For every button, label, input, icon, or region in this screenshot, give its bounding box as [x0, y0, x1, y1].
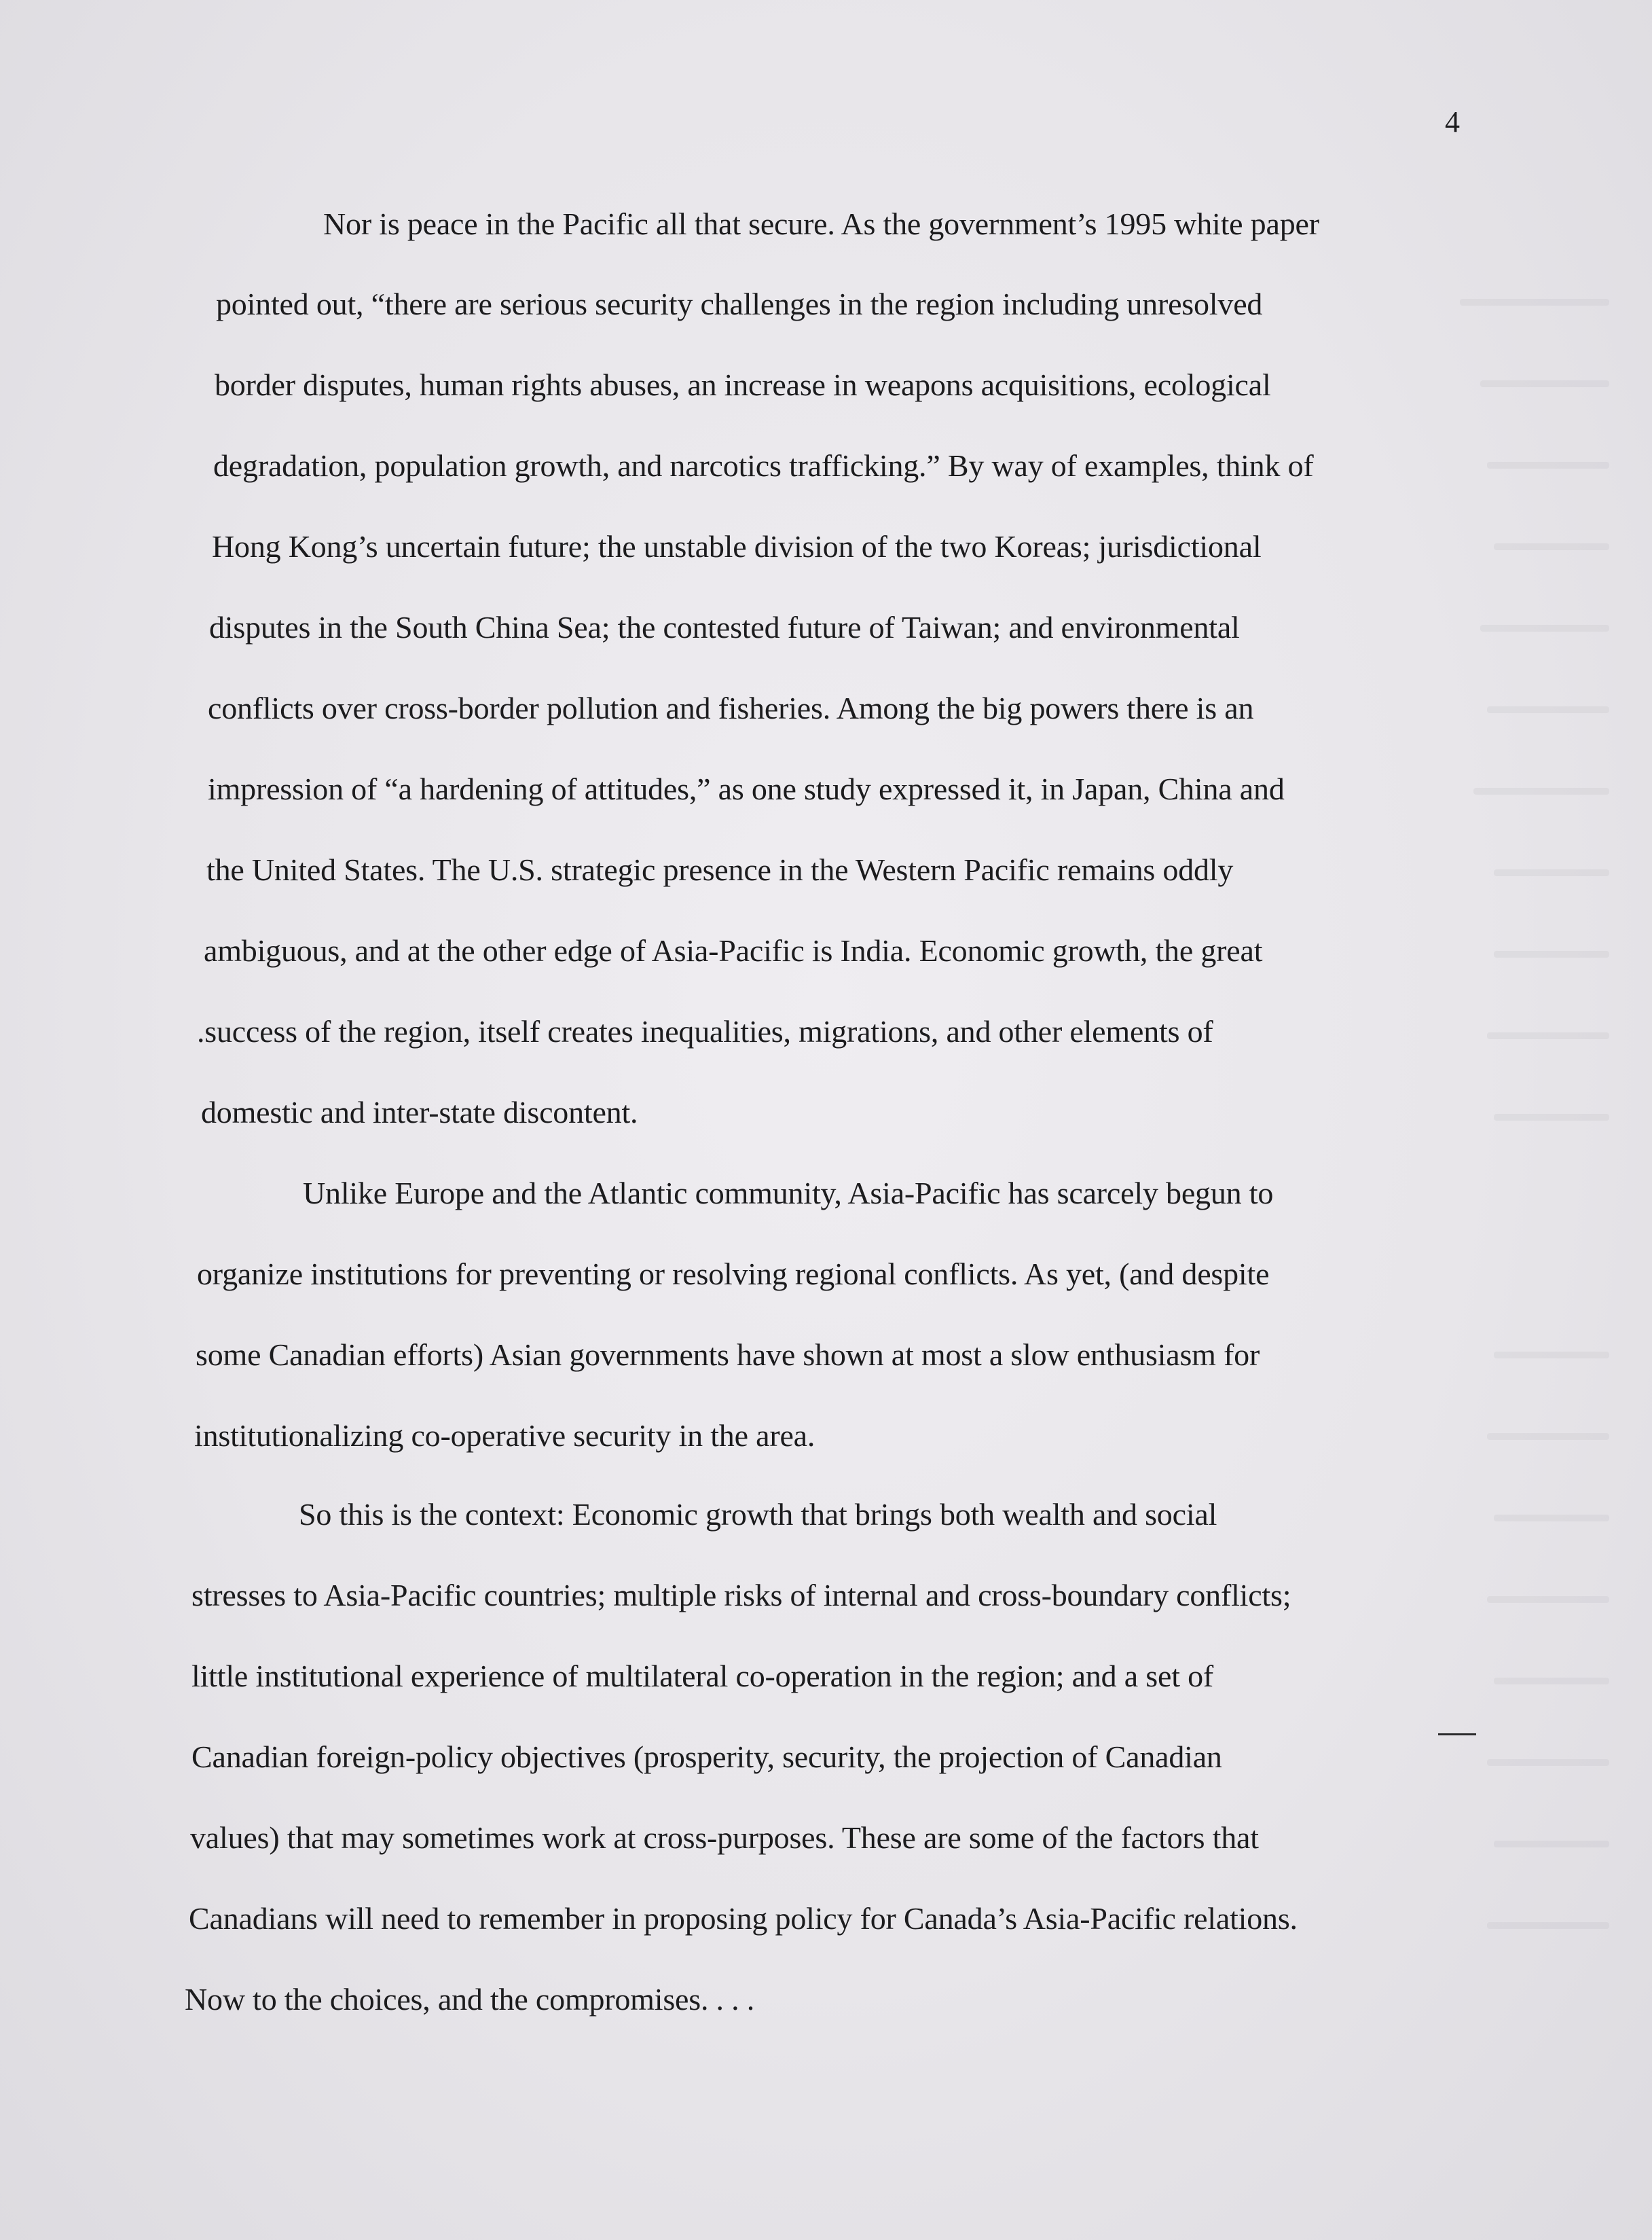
margin-mark [1438, 1733, 1476, 1735]
text-line: border disputes, human rights abuses, an increase in weapons acquisitions, ecological [215, 367, 1271, 402]
text-line: .success of the region, itself creates inequalities, migrations, and other elements of [197, 1014, 1213, 1049]
text-line: ambiguous, and at the other edge of Asia-Pacific is India. Economic growth, the great [204, 933, 1263, 968]
text-line: the United States. The U.S. strategic presence in the Western Pacific remains oddly [206, 852, 1234, 887]
text-line: Now to the choices, and the compromises. . . . [185, 1982, 755, 2017]
text-line: stresses to Asia-Pacific countries; multiple risks of internal and cross-boundary conflicts; [191, 1578, 1291, 1612]
text-line: pointed out, “there are serious security challenges in the region including unresolved [216, 287, 1263, 321]
text-line: impression of “a hardening of attitudes,” as one study expressed it, in Japan, China and [208, 772, 1285, 806]
text-line: some Canadian efforts) Asian governments have shown at most a slow enthusiasm for [196, 1337, 1260, 1372]
text-line: So this is the context: Economic growth that brings both wealth and social [299, 1497, 1217, 1532]
text-line: conflicts over cross-border pollution and fisheries. Among the big powers there is an [208, 691, 1254, 725]
text-line: Canadian foreign-policy objectives (prosperity, security, the projection of Canadian [191, 1739, 1222, 1774]
text-line: little institutional experience of multilateral co-operation in the region; and a set of [191, 1659, 1214, 1693]
page-number: 4 [1445, 105, 1460, 139]
text-line: Unlike Europe and the Atlantic community, Asia-Pacific has scarcely begun to [303, 1176, 1274, 1210]
text-line: domestic and inter-state discontent. [201, 1095, 638, 1130]
text-line: degradation, population growth, and narcotics trafficking.” By way of examples, think of [213, 448, 1314, 483]
text-line: disputes in the South China Sea; the contested future of Taiwan; and environmental [209, 610, 1240, 645]
text-line: institutionalizing co-operative security in the area. [194, 1418, 815, 1453]
text-line: Nor is peace in the Pacific all that secure. As the government’s 1995 white paper [323, 206, 1319, 241]
text-line: values) that may sometimes work at cross-purposes. These are some of the factors that [190, 1820, 1259, 1855]
text-line: Hong Kong’s uncertain future; the unstable division of the two Koreas; jurisdictional [212, 529, 1262, 564]
text-line: organize institutions for preventing or resolving regional conflicts. As yet, (and despite [197, 1257, 1270, 1291]
text-line: Canadians will need to remember in proposing policy for Canada’s Asia-Pacific relations. [189, 1901, 1298, 1936]
